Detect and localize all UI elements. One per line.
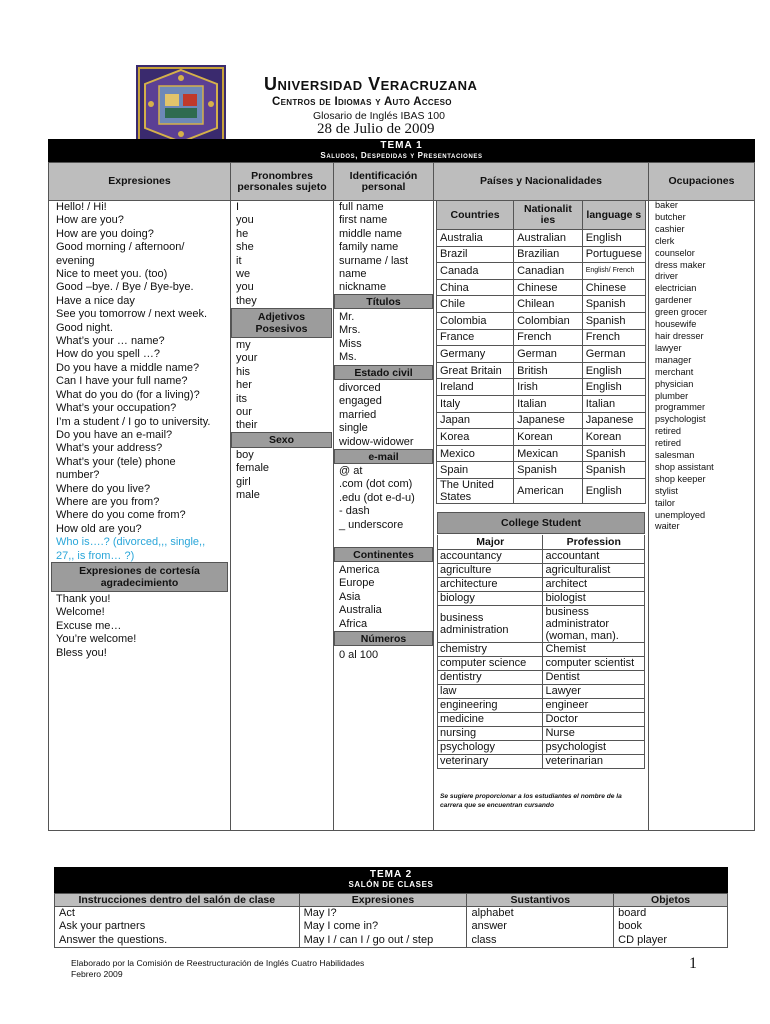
civil-status-item: engaged — [339, 395, 382, 408]
tema2-cell: class — [467, 934, 614, 948]
major-cell: veterinary — [438, 754, 543, 768]
nationality-cell: British — [514, 362, 583, 379]
country-row — [437, 478, 646, 503]
expression-item: Where do you come from? — [56, 509, 186, 522]
profession-cell: Dentist — [543, 670, 645, 684]
tema2-table — [54, 893, 728, 948]
country-cell: Ireland — [437, 379, 514, 396]
nationality-cell: Spanish — [514, 462, 583, 479]
pronoun-item: we — [236, 268, 251, 281]
occupation-item: stylist — [655, 485, 678, 496]
profession-cell: agriculturalist — [543, 563, 645, 577]
tema2-col-header: Sustantivos — [467, 894, 614, 907]
civil-status-item: divorced — [339, 382, 381, 394]
expression-item: I’m a student / I go to university. — [56, 415, 211, 428]
expression-item: Hello! / Hi! — [56, 201, 107, 213]
university-seal-logo — [135, 64, 227, 146]
tema2-cell: board — [614, 907, 728, 921]
major-cell: psychology — [438, 740, 543, 754]
language-cell: Spanish — [582, 296, 645, 313]
profession-cell: Lawyer — [543, 684, 645, 698]
profession-cell: Nurse — [543, 726, 645, 740]
major-cell: law — [438, 684, 543, 698]
occupation-item: programmer — [655, 402, 706, 413]
possessive-item: your — [236, 352, 258, 365]
country-cell: China — [437, 279, 514, 296]
language-cell: Spanish — [582, 462, 645, 479]
occupation-item: physician — [655, 378, 694, 389]
language-cell: Korean — [582, 429, 645, 446]
civil-status-item: married — [339, 408, 377, 421]
expression-item: See you tomorrow / next week. — [56, 308, 208, 321]
major-row — [438, 698, 645, 712]
expression-item-highlighted: Who is….? (divorced,,, single,, — [56, 536, 206, 549]
nationality-cell: Korean — [514, 429, 583, 446]
major-cell: nursing — [438, 726, 543, 740]
country-row — [437, 263, 646, 280]
languages-col-header: language s — [582, 201, 645, 230]
majors-table — [437, 535, 645, 769]
occupation-item: baker — [655, 200, 678, 210]
pronombres-header: Pronombres personales sujeto — [231, 163, 333, 201]
country-row — [437, 296, 646, 313]
occupation-item: gardener — [655, 295, 692, 306]
language-cell: German — [582, 346, 645, 363]
occupation-item: lawyer — [655, 342, 682, 353]
nationality-cell: Irish — [514, 379, 583, 396]
expression-item: What’s your occupation? — [56, 402, 177, 415]
college-student-header: College Student — [437, 512, 645, 534]
major-row — [438, 726, 645, 740]
cortesia-header: Expresiones de cortesía agradecimiento — [51, 562, 228, 592]
expresiones-list — [56, 201, 228, 563]
expression-item: Nice to meet you. (too) — [56, 268, 168, 281]
occupation-item: clerk — [655, 235, 675, 246]
profession-col-header: Profession — [543, 535, 645, 549]
occupation-item: cashier — [655, 223, 685, 234]
major-row — [438, 563, 645, 577]
nationality-cell: Brazilian — [514, 246, 583, 263]
tema2-cell: Answer the questions. — [55, 934, 300, 948]
country-cell: Colombia — [437, 312, 514, 329]
country-cell: France — [437, 329, 514, 346]
expression-item: What’s your address? — [56, 442, 163, 455]
email-item: .com (dot com) — [339, 478, 413, 491]
titulos-header: Títulos — [334, 294, 433, 309]
tema2-cell: Act — [55, 907, 300, 921]
pronombres-list — [236, 201, 331, 308]
cortesia-list — [56, 593, 226, 660]
country-row — [437, 346, 646, 363]
nationalities-col-header: Nationalit ies — [514, 201, 583, 230]
pronoun-item: they — [236, 294, 257, 307]
tema2-subtitle: SALÓN DE CLASES — [348, 880, 434, 889]
occupation-item: shop keeper — [655, 473, 706, 484]
tema2-col-header: Objetos — [614, 894, 728, 907]
major-row — [438, 549, 645, 563]
nationality-cell: Colombian — [514, 312, 583, 329]
occupation-item: tailor — [655, 497, 675, 508]
tema2-bar — [54, 867, 728, 893]
profession-cell: architect — [543, 577, 645, 591]
pronoun-item: you — [236, 214, 254, 227]
nationality-cell: Japanese — [514, 412, 583, 429]
expresiones-header: Expresiones — [49, 163, 230, 201]
profession-cell: psychologist — [543, 740, 645, 754]
expression-item: Good morning / afternoon/ — [56, 241, 185, 254]
tema1-title: TEMA 1 — [380, 140, 423, 151]
tema2-cell: May I / can I / go out / step — [299, 934, 467, 948]
country-cell: Spain — [437, 462, 514, 479]
occupation-item: green grocer — [655, 307, 708, 318]
sexo-list — [236, 449, 331, 503]
country-cell: The United States — [437, 478, 514, 503]
major-row — [438, 684, 645, 698]
profession-cell: accountant — [543, 549, 645, 563]
pronoun-item: she — [236, 241, 254, 254]
nationality-cell: Canadian — [514, 263, 583, 280]
occupation-item: counselor — [655, 247, 695, 258]
identification-item: first name — [339, 214, 388, 227]
country-row — [437, 395, 646, 412]
expression-item: evening — [56, 254, 95, 267]
numeros-list — [339, 649, 431, 662]
expression-item: What’s your (tele) phone — [56, 455, 176, 468]
continentes-list — [339, 564, 431, 631]
major-cell: biology — [438, 591, 543, 605]
title-item: Mrs. — [339, 324, 361, 337]
language-cell: English — [582, 478, 645, 503]
adjetivos-header: Adjetivos Posesivos — [231, 308, 332, 338]
expression-item: Good night. — [56, 321, 113, 334]
number-item: 0 al 100 — [339, 649, 379, 661]
email-item: .edu (dot e-d-u) — [339, 491, 415, 504]
major-cell: accountancy — [438, 549, 543, 563]
email-item: - dash — [339, 505, 370, 518]
title-item: Ms. — [339, 351, 357, 364]
language-cell: French — [582, 329, 645, 346]
continent-item: Europe — [339, 577, 375, 590]
major-row — [438, 670, 645, 684]
email-item: @ at — [339, 465, 363, 477]
civil-list — [339, 382, 431, 449]
occupation-item: shop assistant — [655, 461, 714, 472]
country-row — [437, 230, 646, 247]
expression-item: Do you have a middle name? — [56, 361, 200, 374]
country-cell: Korea — [437, 429, 514, 446]
profession-cell: business administrator (woman, man). — [543, 605, 645, 642]
language-cell: English — [582, 362, 645, 379]
expression-item: Can I have your full name? — [56, 375, 188, 388]
continent-item: Asia — [339, 590, 361, 603]
occupation-item: psychologist — [655, 414, 706, 425]
tema1-bar — [48, 139, 755, 162]
expression-item: Where are you from? — [56, 495, 160, 508]
possessive-item: her — [236, 379, 252, 392]
country-cell: Japan — [437, 412, 514, 429]
possessive-item: their — [236, 419, 258, 432]
paises-header: Países y Nacionalidades — [434, 163, 648, 201]
country-row — [437, 246, 646, 263]
cortesia-item: Bless you! — [56, 646, 107, 659]
major-cell: medicine — [438, 712, 543, 726]
occupation-item: housewife — [655, 319, 697, 330]
language-cell: English — [582, 230, 645, 247]
identification-item: family name — [339, 241, 399, 254]
tema2-cell: May I? — [299, 907, 467, 921]
major-cell: engineering — [438, 698, 543, 712]
tema2-row — [55, 907, 728, 921]
tema2-col-header: Instrucciones dentro del salón de clase — [55, 894, 300, 907]
identification-item: full name — [339, 201, 384, 213]
identification-item: nickname — [339, 281, 387, 294]
major-row — [438, 605, 645, 642]
tema2-row — [55, 920, 728, 934]
language-cell: Chinese — [582, 279, 645, 296]
occupation-item: butcher — [655, 211, 686, 222]
email-list — [339, 465, 431, 532]
major-cell: architecture — [438, 577, 543, 591]
occupation-item: merchant — [655, 366, 694, 377]
identification-item: surname / last — [339, 254, 409, 267]
country-row — [437, 279, 646, 296]
tema1-subtitle: Saludos, Despedidas y Presentaciones — [320, 151, 483, 160]
tema2-cell: May I come in? — [299, 920, 467, 934]
expression-item: Do you have an e-mail? — [56, 428, 173, 441]
country-row — [437, 312, 646, 329]
suggestion-note: Se sugiere proporcionar a los estudiantes el nombre de la carrera que se encuentran cursando — [440, 793, 622, 809]
major-cell: computer science — [438, 656, 543, 670]
country-cell: Great Britain — [437, 362, 514, 379]
continent-item: Africa — [339, 617, 368, 630]
expression-item: What’s your … name? — [56, 335, 165, 348]
sexo-header: Sexo — [231, 432, 332, 448]
profession-cell: computer scientist — [543, 656, 645, 670]
tema2-cell: alphabet — [467, 907, 614, 921]
major-row — [438, 740, 645, 754]
email-item: _ underscore — [339, 518, 404, 531]
country-row — [437, 445, 646, 462]
language-cell: Portuguese — [582, 246, 645, 263]
language-cell: Spanish — [582, 312, 645, 329]
major-col-header: Major — [438, 535, 543, 549]
nationality-cell: German — [514, 346, 583, 363]
cortesia-item: Excuse me… — [56, 619, 122, 632]
nationality-cell: Chinese — [514, 279, 583, 296]
university-title: Universidad Veracruzana — [264, 74, 478, 94]
occupation-item: salesman — [655, 450, 695, 461]
identification-item: name — [339, 268, 367, 281]
country-row — [437, 462, 646, 479]
civil-status-item: widow-widower — [339, 435, 414, 448]
tema2-cell: CD player — [614, 934, 728, 948]
major-cell: agriculture — [438, 563, 543, 577]
major-row — [438, 656, 645, 670]
expression-item: How are you? — [56, 214, 124, 227]
country-row — [437, 412, 646, 429]
sexo-item: female — [236, 462, 270, 475]
major-row — [438, 754, 645, 768]
language-cell: English/ French — [582, 263, 645, 280]
occupation-item: hair dresser — [655, 330, 704, 341]
ocupaciones-list — [655, 200, 753, 533]
major-row — [438, 577, 645, 591]
pronoun-item: he — [236, 227, 249, 240]
countries-table — [436, 200, 646, 504]
language-cell: Spanish — [582, 445, 645, 462]
nationality-cell: Australian — [514, 230, 583, 247]
country-row — [437, 429, 646, 446]
country-row — [437, 362, 646, 379]
profession-cell: Doctor — [543, 712, 645, 726]
profession-cell: Chemist — [543, 642, 645, 656]
countries-col-header: Countries — [437, 201, 514, 230]
expression-item: Have a nice day — [56, 294, 135, 307]
country-cell: Australia — [437, 230, 514, 247]
tema2-row — [55, 934, 728, 948]
tema2-title: TEMA 2 — [369, 869, 413, 880]
footer-line-1: Elaborado por la Comisión de Reestructuración de Inglés Cuatro Habilidades — [71, 958, 365, 968]
title-item: Mr. — [339, 311, 355, 323]
profession-cell: biologist — [543, 591, 645, 605]
occupation-item: retired — [655, 438, 682, 449]
pronoun-item: you — [236, 281, 254, 294]
continent-item: America — [339, 564, 380, 576]
country-row — [437, 329, 646, 346]
major-cell: business administration — [438, 605, 543, 642]
adjetivos-list — [236, 339, 331, 433]
expression-item: How are you doing? — [56, 227, 154, 240]
title-item: Miss — [339, 337, 362, 350]
pronoun-item: it — [236, 254, 242, 267]
expression-item: number? — [56, 469, 100, 482]
country-cell: Italy — [437, 395, 514, 412]
expression-item: What do you do (for a living)? — [56, 388, 200, 401]
expression-item: Where do you live? — [56, 482, 151, 495]
identificacion-list — [339, 201, 431, 295]
occupation-item: electrician — [655, 283, 697, 294]
pronoun-item: I — [236, 201, 240, 213]
occupation-item: waiter — [655, 521, 680, 532]
titulos-list — [339, 311, 431, 365]
identification-item: middle name — [339, 227, 402, 240]
numeros-header: Números — [334, 631, 433, 646]
nationality-cell: Chilean — [514, 296, 583, 313]
major-cell: dentistry — [438, 670, 543, 684]
nationality-cell: Italian — [514, 395, 583, 412]
country-cell: Canada — [437, 263, 514, 280]
document-date: 28 de Julio de 2009 — [317, 121, 435, 137]
possessive-item: his — [236, 365, 251, 378]
sexo-item: boy — [236, 449, 254, 461]
country-cell: Germany — [437, 346, 514, 363]
occupation-item: driver — [655, 271, 678, 282]
country-cell: Chile — [437, 296, 514, 313]
tema2-cell: Ask your partners — [55, 920, 300, 934]
tema2-cell: answer — [467, 920, 614, 934]
tema2-col-header: Expresiones — [299, 894, 467, 907]
page-number: 1 — [689, 955, 697, 972]
civil-status-item: single — [339, 422, 368, 435]
nationality-cell: Mexican — [514, 445, 583, 462]
cortesia-item: Thank you! — [56, 593, 111, 605]
expression-item: How do you spell …? — [56, 348, 160, 361]
sexo-item: male — [236, 489, 260, 502]
country-cell: Brazil — [437, 246, 514, 263]
profession-cell: engineer — [543, 698, 645, 712]
expression-item: Good –bye. / Bye / Bye-bye. — [56, 281, 194, 294]
occupation-item: unemployed — [655, 509, 706, 520]
footer-line-2: Febrero 2009 — [71, 969, 123, 979]
email-header: e-mail — [334, 449, 433, 464]
occupation-item: dress maker — [655, 259, 706, 270]
centros-subtitle: Centros de Idiomas y Auto Acceso — [272, 96, 452, 108]
continentes-header: Continentes — [334, 547, 433, 562]
cortesia-item: You’re welcome! — [56, 633, 137, 646]
language-cell: English — [582, 379, 645, 396]
major-row — [438, 591, 645, 605]
continent-item: Australia — [339, 604, 382, 617]
sexo-item: girl — [236, 475, 251, 488]
country-cell: Mexico — [437, 445, 514, 462]
language-cell: Japanese — [582, 412, 645, 429]
occupation-item: retired — [655, 426, 682, 437]
country-row — [437, 379, 646, 396]
glosario-subtitle: Glosario de Inglés IBAS 100 — [313, 110, 445, 122]
possessive-item: my — [236, 339, 251, 351]
footer-credits — [71, 958, 364, 980]
major-cell: chemistry — [438, 642, 543, 656]
expression-item-highlighted: 27,, is from… ?) — [56, 549, 135, 562]
expression-item: How old are you? — [56, 522, 142, 535]
language-cell: Italian — [582, 395, 645, 412]
identificacion-header: Identificación personal — [334, 163, 433, 201]
major-row — [438, 712, 645, 726]
occupation-item: manager — [655, 354, 692, 365]
possessive-item: its — [236, 392, 247, 405]
profession-cell: veterinarian — [543, 754, 645, 768]
possessive-item: our — [236, 406, 252, 419]
major-row — [438, 642, 645, 656]
occupation-item: plumber — [655, 390, 689, 401]
nationality-cell: French — [514, 329, 583, 346]
cortesia-item: Welcome! — [56, 606, 105, 619]
nationality-cell: American — [514, 478, 583, 503]
tema2-cell: book — [614, 920, 728, 934]
ocupaciones-header: Ocupaciones — [649, 163, 754, 201]
civil-header: Estado civil — [334, 365, 433, 380]
